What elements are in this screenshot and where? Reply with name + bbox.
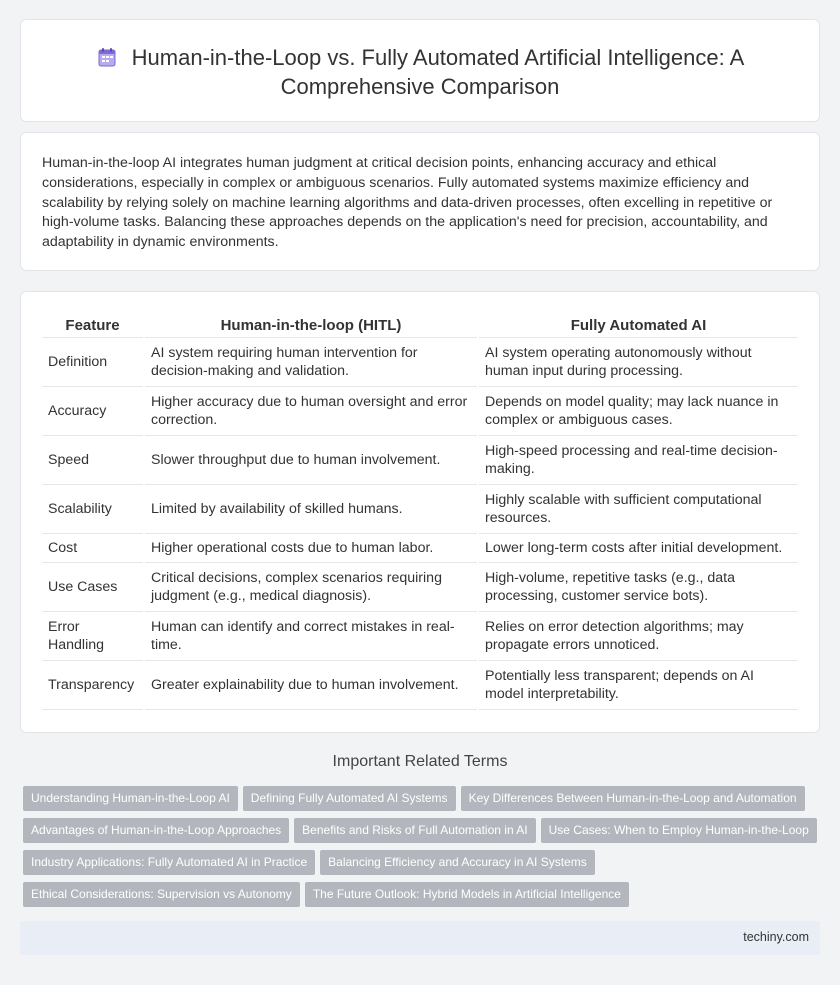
table-row — [42, 337, 798, 386]
intro-paragraph: Human-in-the-loop AI integrates human judgment at critical decision points, enhancing accuracy and ethical considerations, especially in complex or ambiguous scenarios. Fully automated systems maximize efficiency and scalability by relying solely on machine learning algorithms and data-driven processes, often excelling in repetitive or high-volume tasks. Balancing these approaches depends on the application's need for precision, accountability, and adaptability in dynamic environments. — [42, 155, 773, 251]
page-title-text: Human-in-the-Loop vs. Fully Automated Artificial Intelligence: A Comprehensive Comparison — [131, 45, 745, 99]
related-term-tag[interactable]: Understanding Human-in-the-Loop AI — [23, 786, 238, 811]
header-card — [20, 19, 820, 122]
tag-row — [23, 850, 823, 882]
tag-row — [23, 786, 823, 818]
related-term-tag[interactable]: The Future Outlook: Hybrid Models in Artificial Intelligence — [305, 882, 629, 907]
cell-automated: High-speed processing and real-time decision-making. — [478, 435, 798, 484]
table-row — [42, 533, 798, 562]
cell-hitl: Higher accuracy due to human oversight and error correction. — [144, 386, 478, 435]
cell-hitl: Greater explainability due to human involvement. — [144, 660, 478, 709]
cell-feature: Transparency — [42, 660, 144, 709]
cell-feature: Accuracy — [42, 386, 144, 435]
related-term-tag[interactable]: Benefits and Risks of Full Automation in AI — [294, 818, 535, 843]
intro-card — [20, 132, 820, 271]
tag-row — [23, 882, 823, 914]
cell-automated: Potentially less transparent; depends on AI model interpretability. — [478, 660, 798, 709]
cell-hitl: Human can identify and correct mistakes in real-time. — [144, 611, 478, 660]
cell-automated: Highly scalable with sufficient computational resources. — [478, 484, 798, 533]
cell-feature: Use Cases — [42, 562, 144, 611]
cell-feature: Error Handling — [42, 611, 144, 660]
related-term-tag[interactable]: Industry Applications: Fully Automated AI in Practice — [23, 850, 315, 875]
table-header-row — [42, 313, 798, 337]
table-row — [42, 611, 798, 660]
cell-feature: Definition — [42, 337, 144, 386]
cell-automated: AI system operating autonomously without human input during processing. — [478, 337, 798, 386]
related-terms-title: Important Related Terms — [332, 753, 508, 770]
cell-feature: Scalability — [42, 484, 144, 533]
cell-hitl: Limited by availability of skilled humans. — [144, 484, 478, 533]
cell-hitl: Critical decisions, complex scenarios requiring judgment (e.g., medical diagnosis). — [144, 562, 478, 611]
cell-feature: Cost — [42, 533, 144, 562]
cell-hitl: AI system requiring human intervention for decision-making and validation. — [144, 337, 478, 386]
comparison-table — [42, 313, 798, 710]
cell-automated: Relies on error detection algorithms; may propagate errors unnoticed. — [478, 611, 798, 660]
table-row — [42, 484, 798, 533]
related-term-tag[interactable]: Ethical Considerations: Supervision vs Autonomy — [23, 882, 300, 907]
cell-automated: Depends on model quality; may lack nuance in complex or ambiguous cases. — [478, 386, 798, 435]
cell-automated: High-volume, repetitive tasks (e.g., data processing, customer service bots). — [478, 562, 798, 611]
header-feature: Feature — [42, 313, 144, 337]
tag-row — [23, 818, 823, 850]
related-term-tag[interactable]: Balancing Efficiency and Accuracy in AI Systems — [320, 850, 595, 875]
table-row — [42, 562, 798, 611]
cell-hitl: Slower throughput due to human involvement. — [144, 435, 478, 484]
header-hitl: Human-in-the-loop (HITL) — [144, 313, 478, 337]
table-row — [42, 386, 798, 435]
related-term-tag[interactable]: Key Differences Between Human-in-the-Loop and Automation — [461, 786, 805, 811]
related-terms-list — [23, 786, 823, 914]
document-icon — [96, 46, 118, 68]
related-term-tag[interactable]: Use Cases: When to Employ Human-in-the-Loop — [541, 818, 817, 843]
cell-automated: Lower long-term costs after initial development. — [478, 533, 798, 562]
table-row — [42, 435, 798, 484]
table-row — [42, 660, 798, 709]
related-term-tag[interactable]: Advantages of Human-in-the-Loop Approaches — [23, 818, 289, 843]
header-automated: Fully Automated AI — [478, 313, 798, 337]
cell-hitl: Higher operational costs due to human labor. — [144, 533, 478, 562]
footer — [20, 921, 820, 955]
footer-site-link[interactable]: techiny.com — [743, 930, 809, 944]
cell-feature: Speed — [42, 435, 144, 484]
page-title — [61, 43, 779, 101]
related-term-tag[interactable]: Defining Fully Automated AI Systems — [243, 786, 456, 811]
comparison-table-card — [20, 291, 820, 733]
